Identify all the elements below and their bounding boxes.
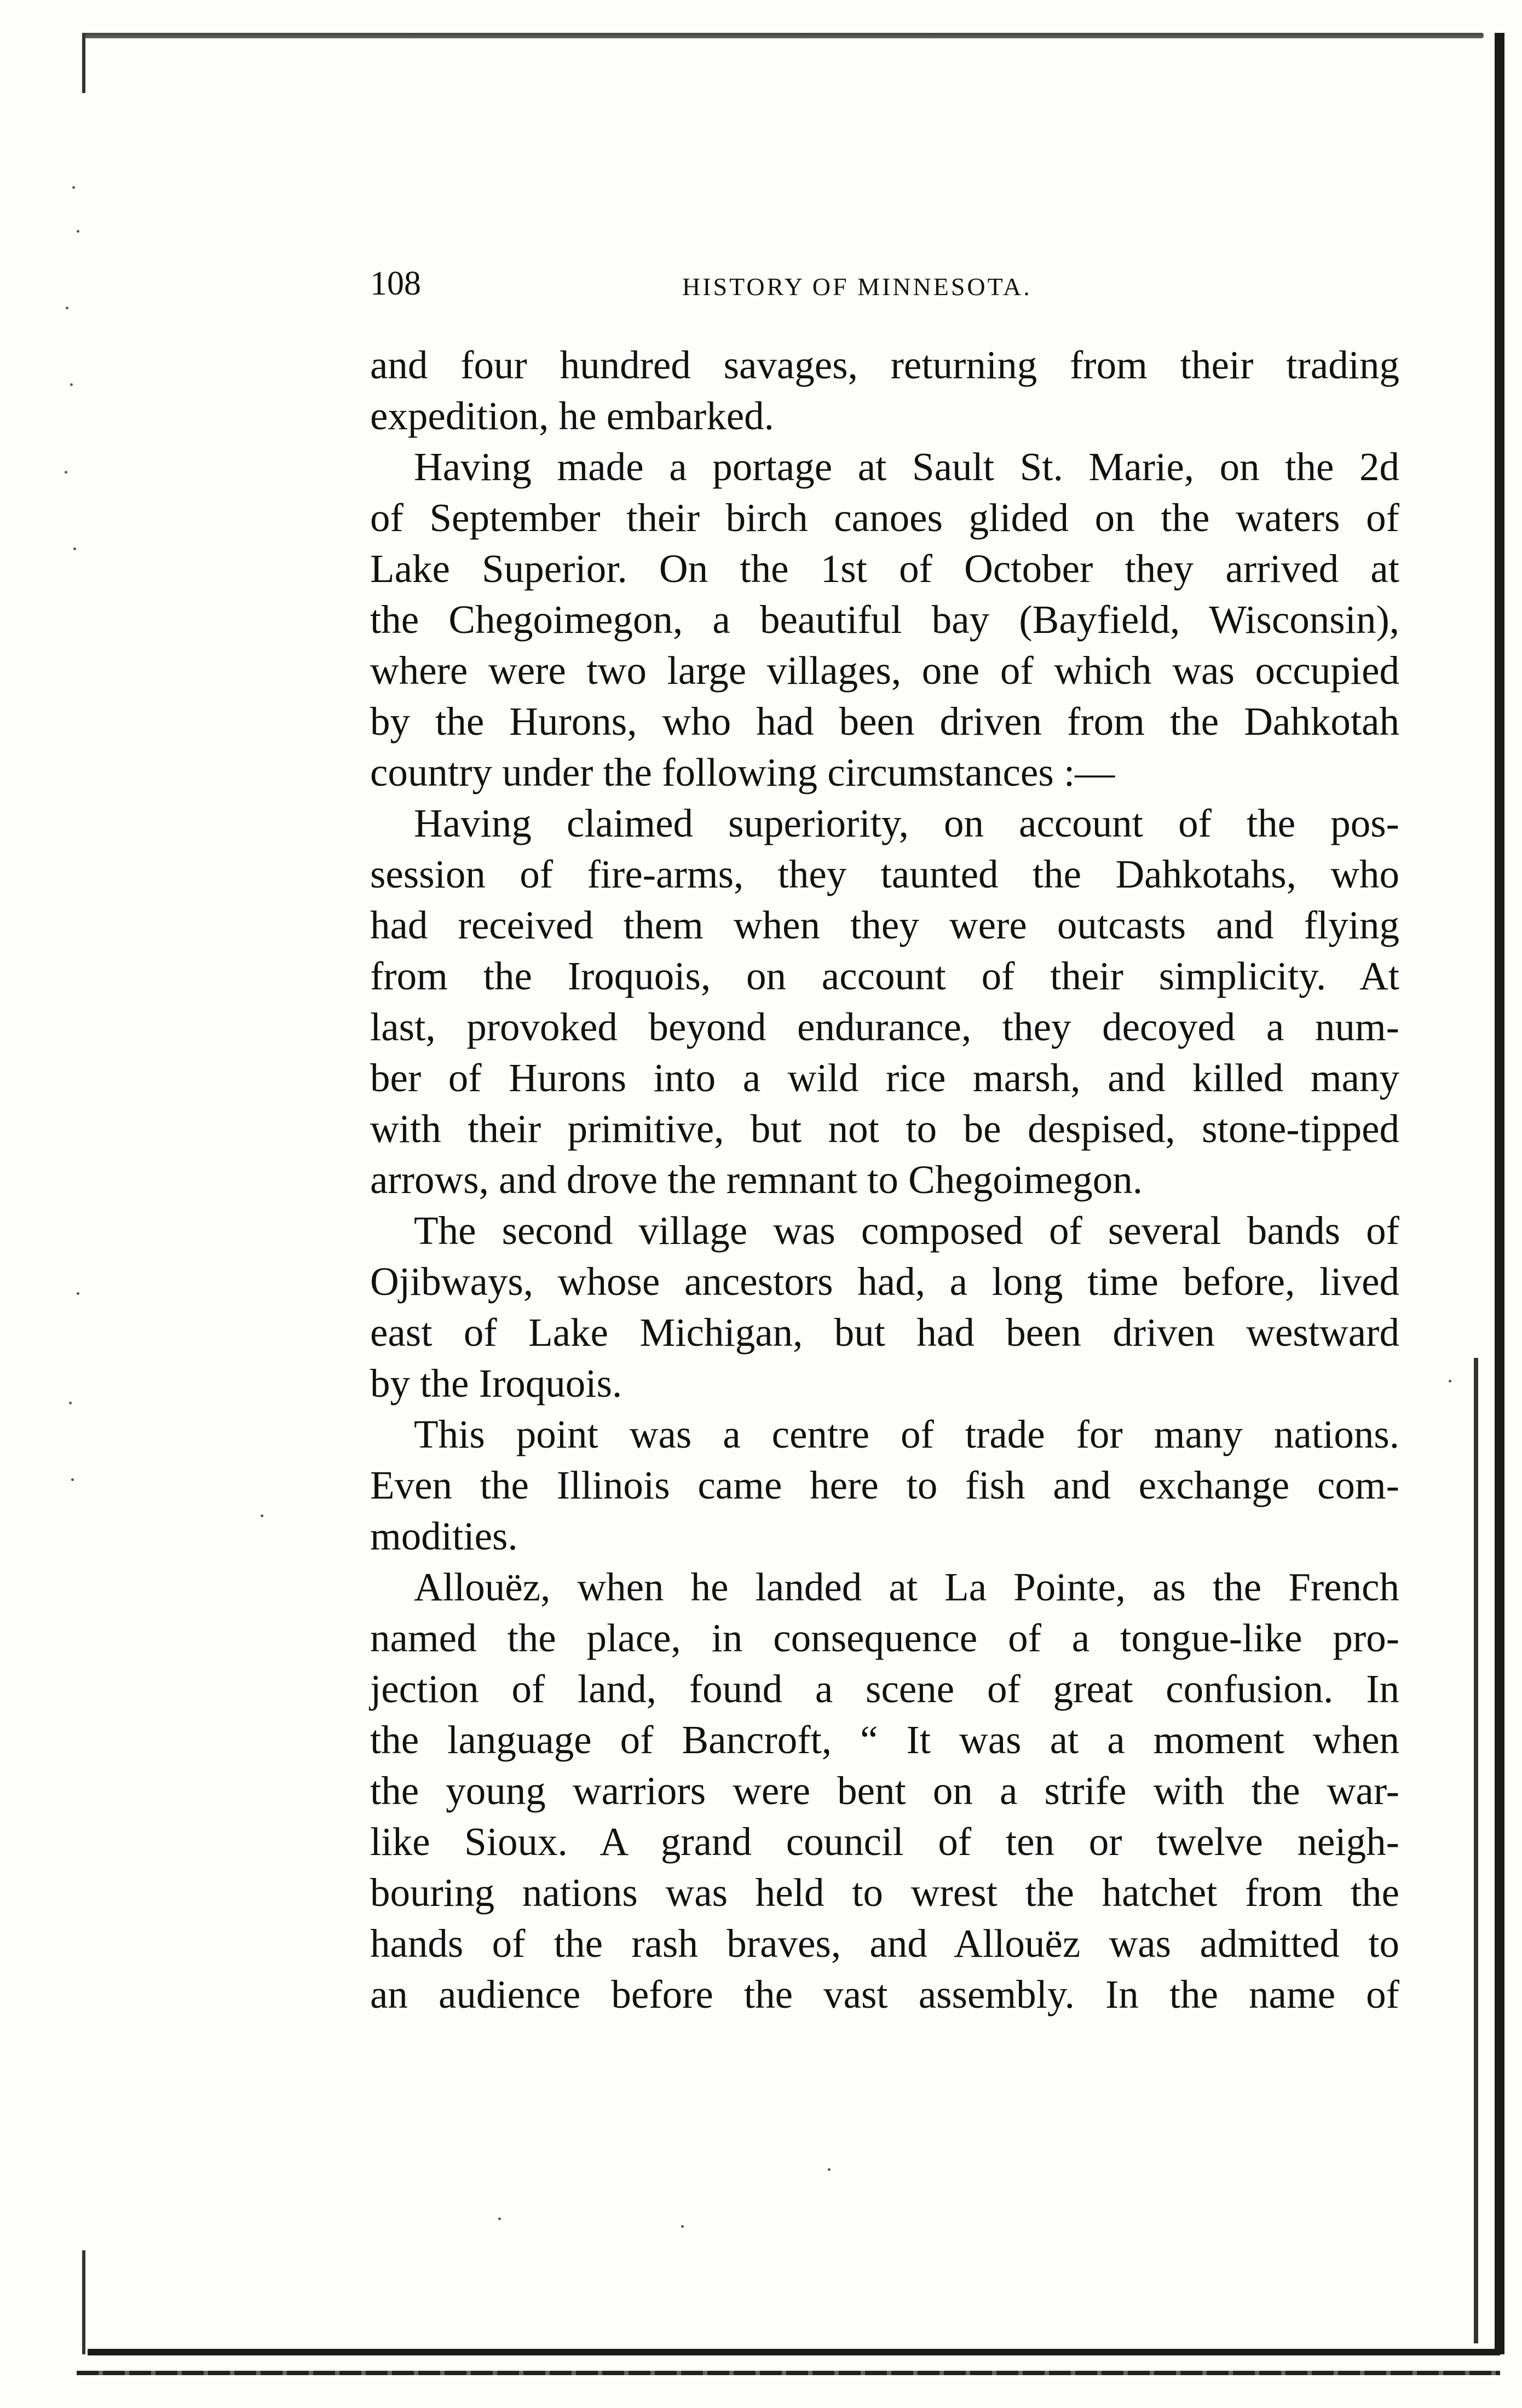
text-line: Allouëz, when he landed at La Pointe, as the French: [414, 1565, 1399, 1609]
text-line: where were two large villages, one of which was occupied: [370, 648, 1399, 693]
scan-speckle: [498, 2217, 501, 2220]
scan-speckle: [72, 186, 75, 189]
text-line: hands of the rash braves, and Allouëz was admitted to: [370, 1921, 1399, 1966]
page-bottom-edge-ruler: [77, 2371, 1500, 2375]
text-line: Lake Superior. On the 1st of October they arrived at: [370, 546, 1399, 591]
page-bottom-edge-shadow: [88, 2349, 1500, 2355]
text-line: ber of Hurons into a wild rice marsh, and killed many: [370, 1056, 1399, 1100]
scan-speckle: [66, 307, 68, 309]
page-left-edge-mark-bottom: [82, 2250, 85, 2354]
page-number: 108: [370, 265, 421, 302]
running-head: [370, 262, 1405, 306]
text-line: session of fire-arms, they taunted the Dahkotahs, who: [370, 852, 1399, 896]
text-line: modities.: [370, 1514, 518, 1558]
text-line: by the Iroquois.: [370, 1361, 622, 1405]
scan-speckle: [681, 2225, 684, 2228]
scan-speckle: [1449, 1380, 1451, 1382]
scan-speckle: [69, 1402, 72, 1404]
scan-speckle: [828, 2168, 831, 2171]
page-right-edge-shadow: [1495, 33, 1504, 2354]
text-line: with their primitive, but not to be despised, stone-tipped: [370, 1107, 1399, 1151]
text-line: the language of Bancroft, “ It was at a moment when: [370, 1718, 1399, 1762]
text-line: Having claimed superiority, on account of the pos-: [414, 801, 1399, 845]
scan-speckle: [70, 383, 73, 386]
scan-speckle: [261, 1514, 263, 1517]
scan-speckle: [65, 471, 67, 474]
text-line: had received them when they were outcasts and flying: [370, 903, 1399, 947]
page-top-edge-shadow: [82, 33, 1484, 38]
text-line: like Sioux. A grand council of ten or twelve neigh-: [370, 1819, 1399, 1864]
text-line: and four hundred savages, returning from their trading: [370, 343, 1399, 387]
scan-speckle: [77, 1292, 79, 1295]
page-left-edge-mark: [82, 33, 85, 93]
text-line: This point was a centre of trade for many nations.: [414, 1412, 1399, 1456]
running-head-title: HISTORY OF MINNESOTA.: [682, 273, 1032, 301]
text-line: bouring nations was held to wrest the hatchet from the: [370, 1870, 1399, 1915]
text-line: of September their birch canoes glided on the waters of: [370, 496, 1399, 540]
text-line: named the place, in consequence of a tongue-like pro-: [370, 1616, 1399, 1660]
text-line: Ojibways, whose ancestors had, a long time before, lived: [370, 1259, 1399, 1304]
scan-speckle: [71, 1478, 74, 1481]
text-line: the Chegoimegon, a beautiful bay (Bayfield, Wisconsin),: [370, 597, 1399, 642]
text-line: east of Lake Michigan, but had been driven westward: [370, 1310, 1399, 1355]
text-line: country under the following circumstances :—: [370, 750, 1115, 794]
text-line: Having made a portage at Sault St. Marie, on the 2d: [414, 445, 1399, 489]
text-line: The second village was composed of several bands of: [414, 1208, 1399, 1253]
page-right-inner-mark: [1474, 1358, 1478, 2343]
text-line: jection of land, found a scene of great confusion. In: [370, 1667, 1399, 1711]
body-text: [370, 339, 1399, 2020]
text-line: expedition, he embarked.: [370, 394, 774, 438]
scan-speckle: [73, 548, 76, 550]
text-line: Even the Illinois came here to fish and exchange com-: [370, 1463, 1399, 1507]
scan-speckle: [77, 230, 79, 233]
text-line: an audience before the vast assembly. In the name of: [370, 1972, 1399, 2017]
text-line: arrows, and drove the remnant to Chegoimegon.: [370, 1157, 1143, 1202]
text-line: last, provoked beyond endurance, they decoyed a num-: [370, 1005, 1399, 1049]
text-line: the young warriors were bent on a strife with the war-: [370, 1768, 1399, 1813]
text-line: by the Hurons, who had been driven from the Dahkotah: [370, 699, 1399, 744]
text-line: from the Iroquois, on account of their simplicity. At: [370, 954, 1399, 998]
